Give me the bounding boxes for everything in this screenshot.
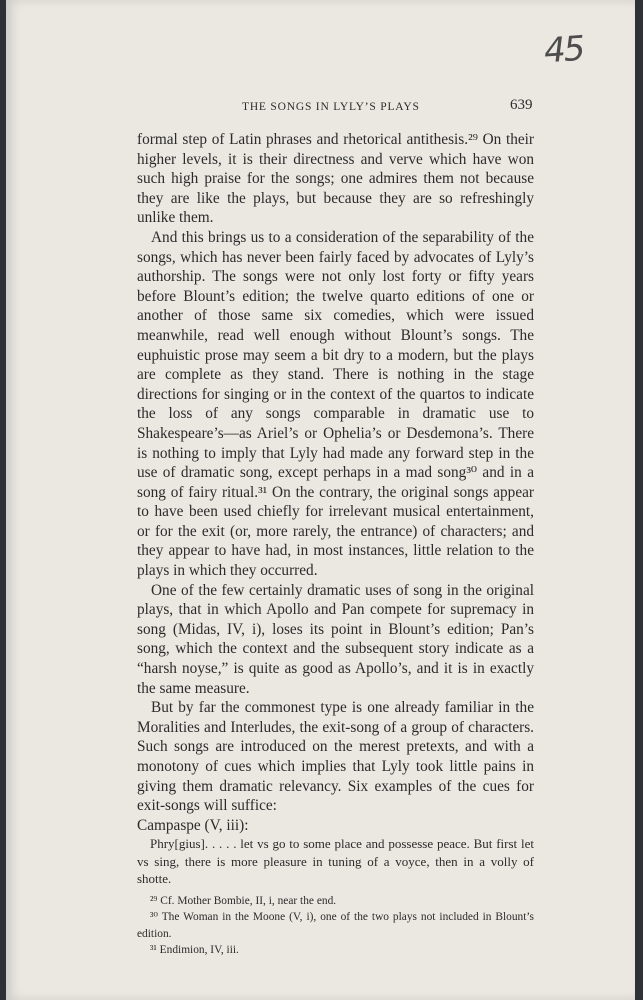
footnote-31: ³¹ Endimion, IV, iii. bbox=[150, 944, 239, 957]
block-quote: Phry[gius]. . . . . let vs go to some place and possesse peace. But first let vs sing, there is more pleasure in tuning of a voyce, then in a volly of shotte. bbox=[137, 836, 534, 887]
footnotes bbox=[137, 893, 534, 959]
footnote-29: ²⁹ Cf. Mother Bombie, II, i, near the end. bbox=[150, 894, 337, 907]
handwritten-annotation: 45 bbox=[542, 28, 585, 72]
paragraph-3: One of the few certainly dramatic uses of song in the original plays, that in which Apollo and Pan compete for supremacy in song (Midas, IV, i), loses its point in Blount’s edition; Pan’s song, which the context and the subsequent story indicate as a “harsh noyse,” is quite as good as Apollo’s, and it is in exactly the same measure. bbox=[137, 581, 534, 697]
paragraph-2: And this brings us to a consideration of the separability of the songs, which has never been fairly faced by advocates of Lyly’s authorship. The songs were not only lost forty or fifty years before Blount’s edition; the twelve quarto editions of one or another of those same six comedies, which were issued meanwhile, read well enough without Blount’s songs. The euphuistic prose may seem a bit dry to a modern, but the plays are complete as they stand. There is nothing in the stage directions for singing or in the context of the quartos to indicate the loss of any songs comparable in dramatic use to Shakespeare’s—as Ariel’s or Ophelia’s or Desdemona’s. There is nothing to imply that Lyly had made any forward step in the use of dramatic song, except perhaps in a mad song³⁰ and in a song of fairy ritual.³¹ On the contrary, the original songs appear to have been used chiefly for irrelevant musical entertainment, or for the exit (or, more rarely, the entrance) of characters; and they appear to have had, in most instances, little relation to the plays in which they occurred. bbox=[137, 228, 534, 580]
running-head: THE SONGS IN LYLY’S PLAYS bbox=[242, 101, 420, 113]
paragraph-4: But by far the commonest type is one already familiar in the Moralities and Interludes, the exit-song of a group of characters. Such songs are introduced on the merest pretexts, and with a monotony of cues which implies that Lyly took little pains in giving them dramatic relevancy. Six examples of the cues for exit-songs will suffice: bbox=[137, 699, 534, 815]
footnote-30: ³⁰ The Woman in the Moone (V, i), one of the two plays not included in Blount’s edition. bbox=[137, 911, 534, 940]
book-page bbox=[6, 0, 635, 1000]
page-number: 639 bbox=[510, 97, 533, 113]
body-text bbox=[137, 130, 534, 959]
quote-heading: Campaspe (V, iii): bbox=[137, 816, 249, 834]
paragraph-1: formal step of Latin phrases and rhetorical antithesis.²⁹ On their higher levels, it is their directness and verve which have won such high praise for the songs; one admires them not because they are like the plays, but because they are so refreshingly unlike them. bbox=[137, 131, 534, 227]
